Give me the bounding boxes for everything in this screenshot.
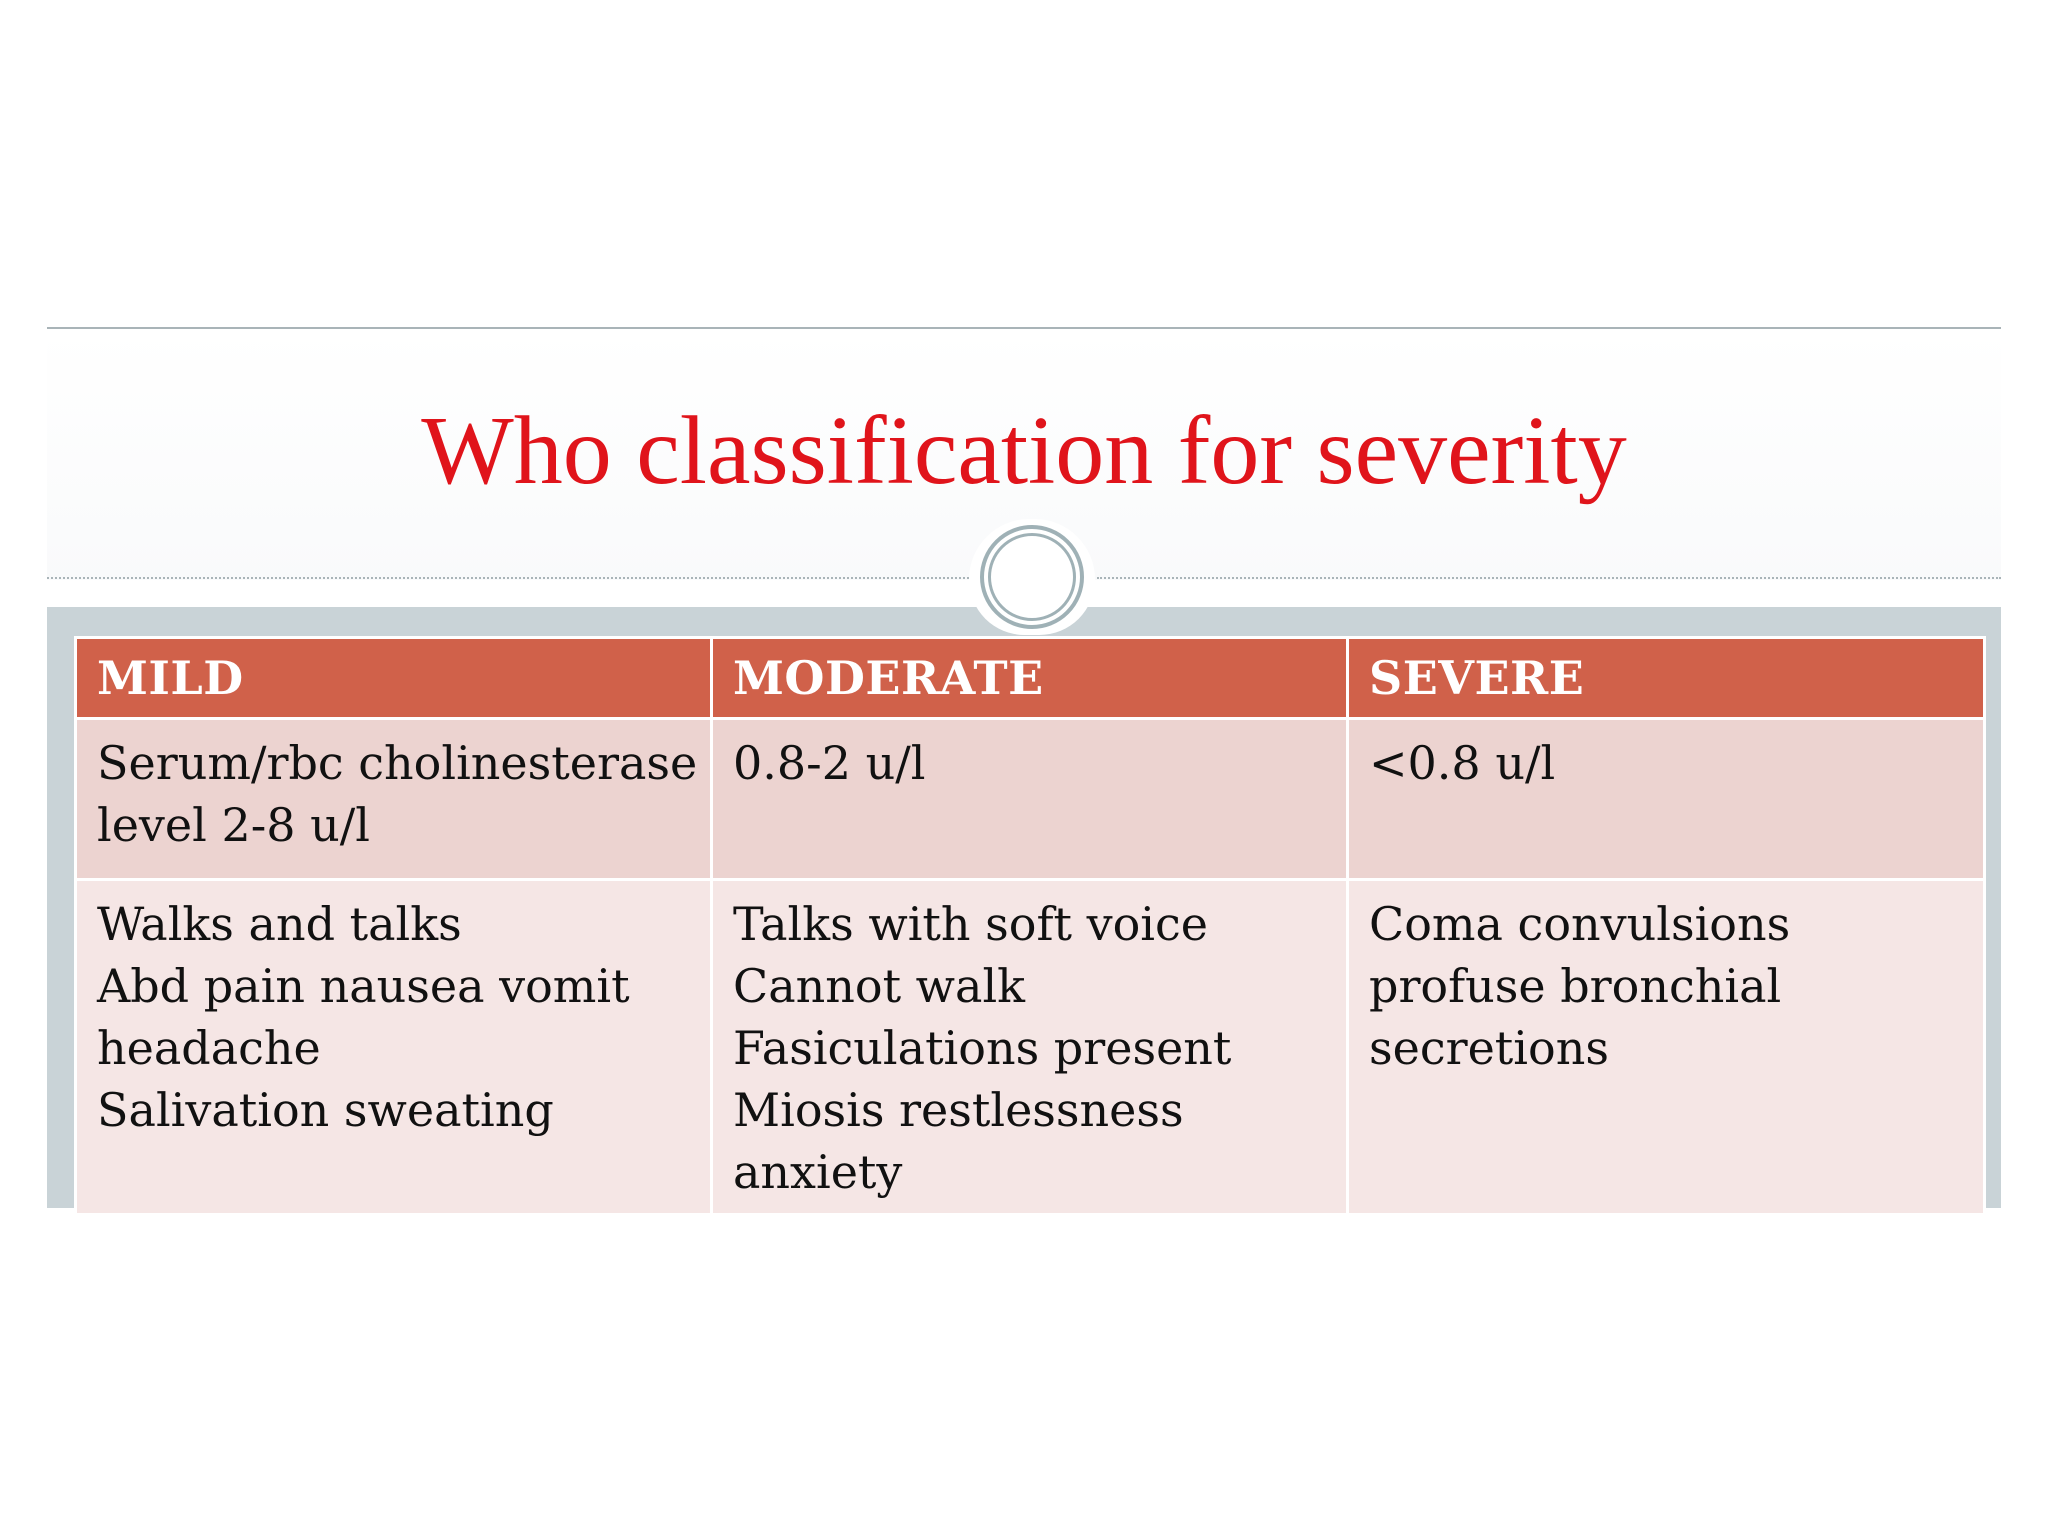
table-row-clinical-signs xyxy=(76,880,1985,1215)
cell-mild-level xyxy=(76,719,712,880)
cell-text: Talks with soft voice xyxy=(733,897,1208,951)
slide-title: Who classification for severity xyxy=(421,397,1627,505)
cell-text: Miosis restlessness xyxy=(733,1083,1184,1137)
top-divider-line xyxy=(47,327,2001,329)
table-header-row xyxy=(76,638,1985,719)
cell-moderate-signs xyxy=(712,880,1348,1215)
cell-text: level 2-8 u/l xyxy=(97,798,371,852)
circle-ornament-inner-icon xyxy=(988,533,1076,621)
cell-text: Serum/rbc cholinesterase xyxy=(97,736,698,790)
header-severe: SEVERE xyxy=(1348,638,1985,719)
dotted-divider-right xyxy=(1097,577,2001,579)
cell-mild-signs xyxy=(76,880,712,1215)
cell-text: secretions xyxy=(1369,1021,1609,1075)
cell-moderate-level xyxy=(712,719,1348,880)
cell-text: Cannot walk xyxy=(733,959,1026,1013)
cell-text: Abd pain nausea vomit xyxy=(97,959,630,1013)
cell-text: Fasiculations present xyxy=(733,1021,1232,1075)
cell-text: anxiety xyxy=(733,1145,903,1199)
severity-table xyxy=(74,636,1986,1216)
cell-text: Salivation sweating xyxy=(97,1083,554,1137)
table-row-cholinesterase-level xyxy=(76,719,1985,880)
cell-severe-signs xyxy=(1348,880,1985,1215)
cell-text: Walks and talks xyxy=(97,897,462,951)
header-moderate: MODERATE xyxy=(712,638,1348,719)
cell-severe-level xyxy=(1348,719,1985,880)
cell-text: 0.8-2 u/l xyxy=(733,736,926,790)
header-mild: MILD xyxy=(76,638,712,719)
cell-text: <0.8 u/l xyxy=(1369,736,1556,790)
dotted-divider-left xyxy=(47,577,969,579)
cell-text: profuse bronchial xyxy=(1369,959,1782,1013)
cell-text: Coma convulsions xyxy=(1369,897,1791,951)
cell-text: headache xyxy=(97,1021,321,1075)
